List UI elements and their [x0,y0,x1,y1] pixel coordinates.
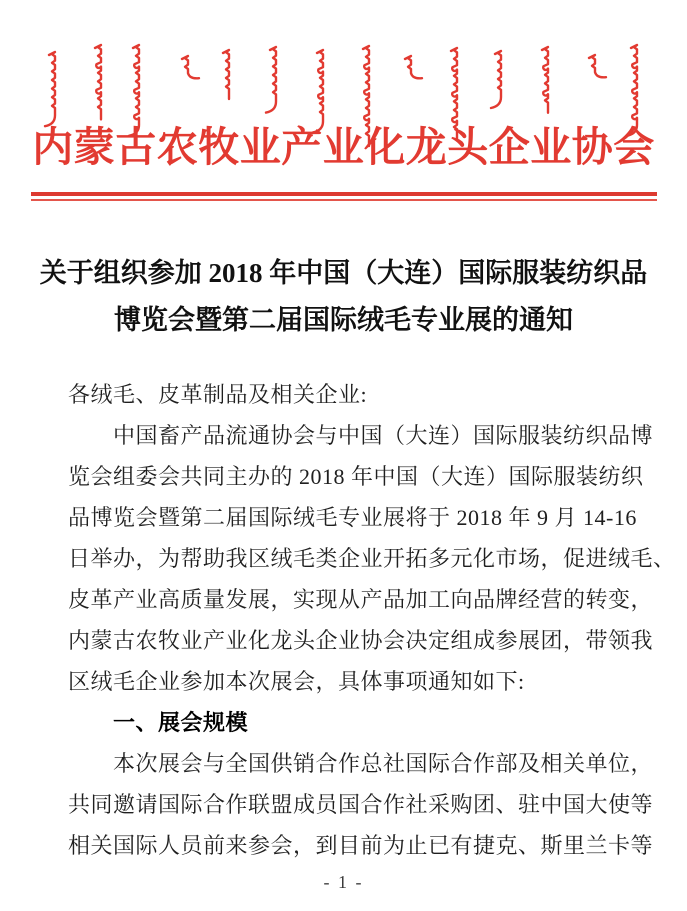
header-rule-thick [31,192,657,196]
body-line: 区绒毛企业参加本次展会，具体事项通知如下: [68,669,525,694]
body-line: 相关国际人员前来参会，到目前为止已有捷克、斯里兰卡等 [68,833,654,858]
body-line: 日举办，为帮助我区绒毛类企业开拓多元化市场，促进绒毛、 [68,546,676,571]
header-rule-thin [31,199,657,201]
document-body [68,374,676,866]
body-line: 皮革产业高质量发展，实现从产品加工向品牌经营的转变， [68,587,654,612]
section-heading: 一、展会规模 [113,710,249,735]
body-line: 内蒙古农牧业产业化龙头企业协会决定组成参展团，带领我 [68,628,654,653]
body-line: 中国畜产品流通协会与中国（大连）国际服装纺织品博 [113,423,654,448]
document-title-line-1: 关于组织参加 2018 年中国（大连）国际服装纺织品 [39,258,648,288]
document-title [0,250,687,344]
body-line-salutation: 各绒毛、皮革制品及相关企业: [68,382,368,407]
document-title-line-2: 博览会暨第二届国际绒毛专业展的通知 [114,305,573,335]
org-name-title: 内蒙古农牧业产业化龙头企业协会 [32,124,655,170]
body-line: 共同邀请国际合作联盟成员国合作社采购团、驻中国大使等 [68,792,654,817]
body-line: 品博览会暨第二届国际绒毛专业展将于 2018 年 9 月 14-16 [68,505,637,530]
page-number: - 1 - [323,872,364,892]
body-line: 览会组委会共同主办的 2018 年中国（大连）国际服装纺织 [68,464,644,489]
body-line: 本次展会与全国供销合作总社国际合作部及相关单位， [113,751,654,776]
